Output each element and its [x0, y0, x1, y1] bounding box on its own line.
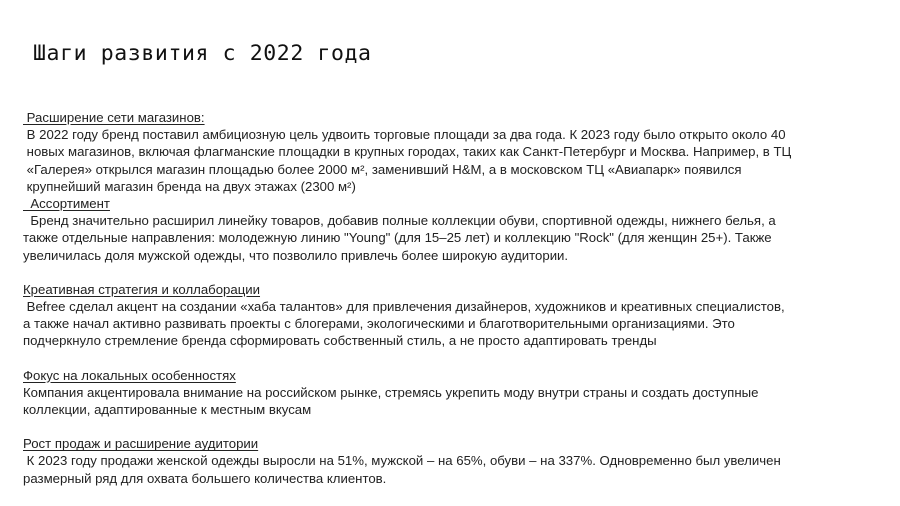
section-local-focus — [23, 367, 873, 419]
paragraph-line: коллекции, адаптированные к местным вкусам — [23, 402, 312, 418]
section-heading: Ассортимент — [23, 196, 110, 212]
section-sales-growth — [23, 435, 873, 487]
paragraph-line: крупнейший магазин бренда на двух этажах (2300 м²) — [23, 178, 356, 194]
slide-title: Шаги развития с 2022 года — [33, 41, 372, 66]
paragraph-line: увеличилась доля мужской одежды, что позволило привлечь более широкую аудитории. — [23, 247, 569, 263]
slide-body — [23, 109, 873, 487]
paragraph-line: а также начал активно развивать проекты с блогерами, экологическими и благотворительными организациями. Это — [23, 316, 735, 332]
section-assortment — [23, 195, 873, 264]
paragraph-line: также отдельные направления: молодежную линию "Young" (для 15–25 лет) и коллекцию "Rock" (для женщин 25+). Также — [23, 230, 772, 246]
paragraph-line: новых магазинов, включая флагманские площадки в крупных городах, таких как Санкт-Петербург и Москва. Например, в ТЦ — [23, 144, 792, 160]
paragraph-line: Бренд значительно расширил линейку товаров, добавив полные коллекции обуви, спортивной одежды, нижнего белья, а — [23, 213, 776, 229]
section-store-expansion — [23, 109, 873, 195]
section-heading: Расширение сети магазинов: — [23, 110, 205, 125]
section-heading: Креативная стратегия и коллаборации — [23, 281, 261, 297]
paragraph-line: «Галерея» открылся магазин площадью более 2000 м², заменивший H&M, а в московском ТЦ «Авиапарк» появился — [23, 161, 742, 177]
paragraph-line: К 2023 году продажи женской одежды выросли на 51%, мужской – на 65%, обуви – на 337%. Одновременно был увеличен — [23, 453, 781, 469]
section-heading: Рост продаж и расширение аудитории — [23, 436, 259, 452]
paragraph-line: размерный ряд для охвата большего количества клиентов. — [23, 470, 387, 486]
paragraph-line: В 2022 году бренд поставил амбициозную цель удвоить торговые площади за два года. К 2023 году было открыто около 40 — [23, 127, 786, 143]
paragraph-line: подчеркнуло стремление бренда сформировать собственный стиль, а не просто адаптировать тренды — [23, 333, 657, 349]
section-creative-strategy — [23, 281, 873, 350]
paragraph-line: Befree сделал акцент на создании «хаба талантов» для привлечения дизайнеров, художников и креативных специалистов, — [23, 299, 785, 315]
section-heading: Фокус на локальных особенностях — [23, 367, 236, 383]
paragraph-line: Компания акцентировала внимание на российском рынке, стремясь укрепить моду внутри страны и создать доступные — [23, 384, 759, 400]
